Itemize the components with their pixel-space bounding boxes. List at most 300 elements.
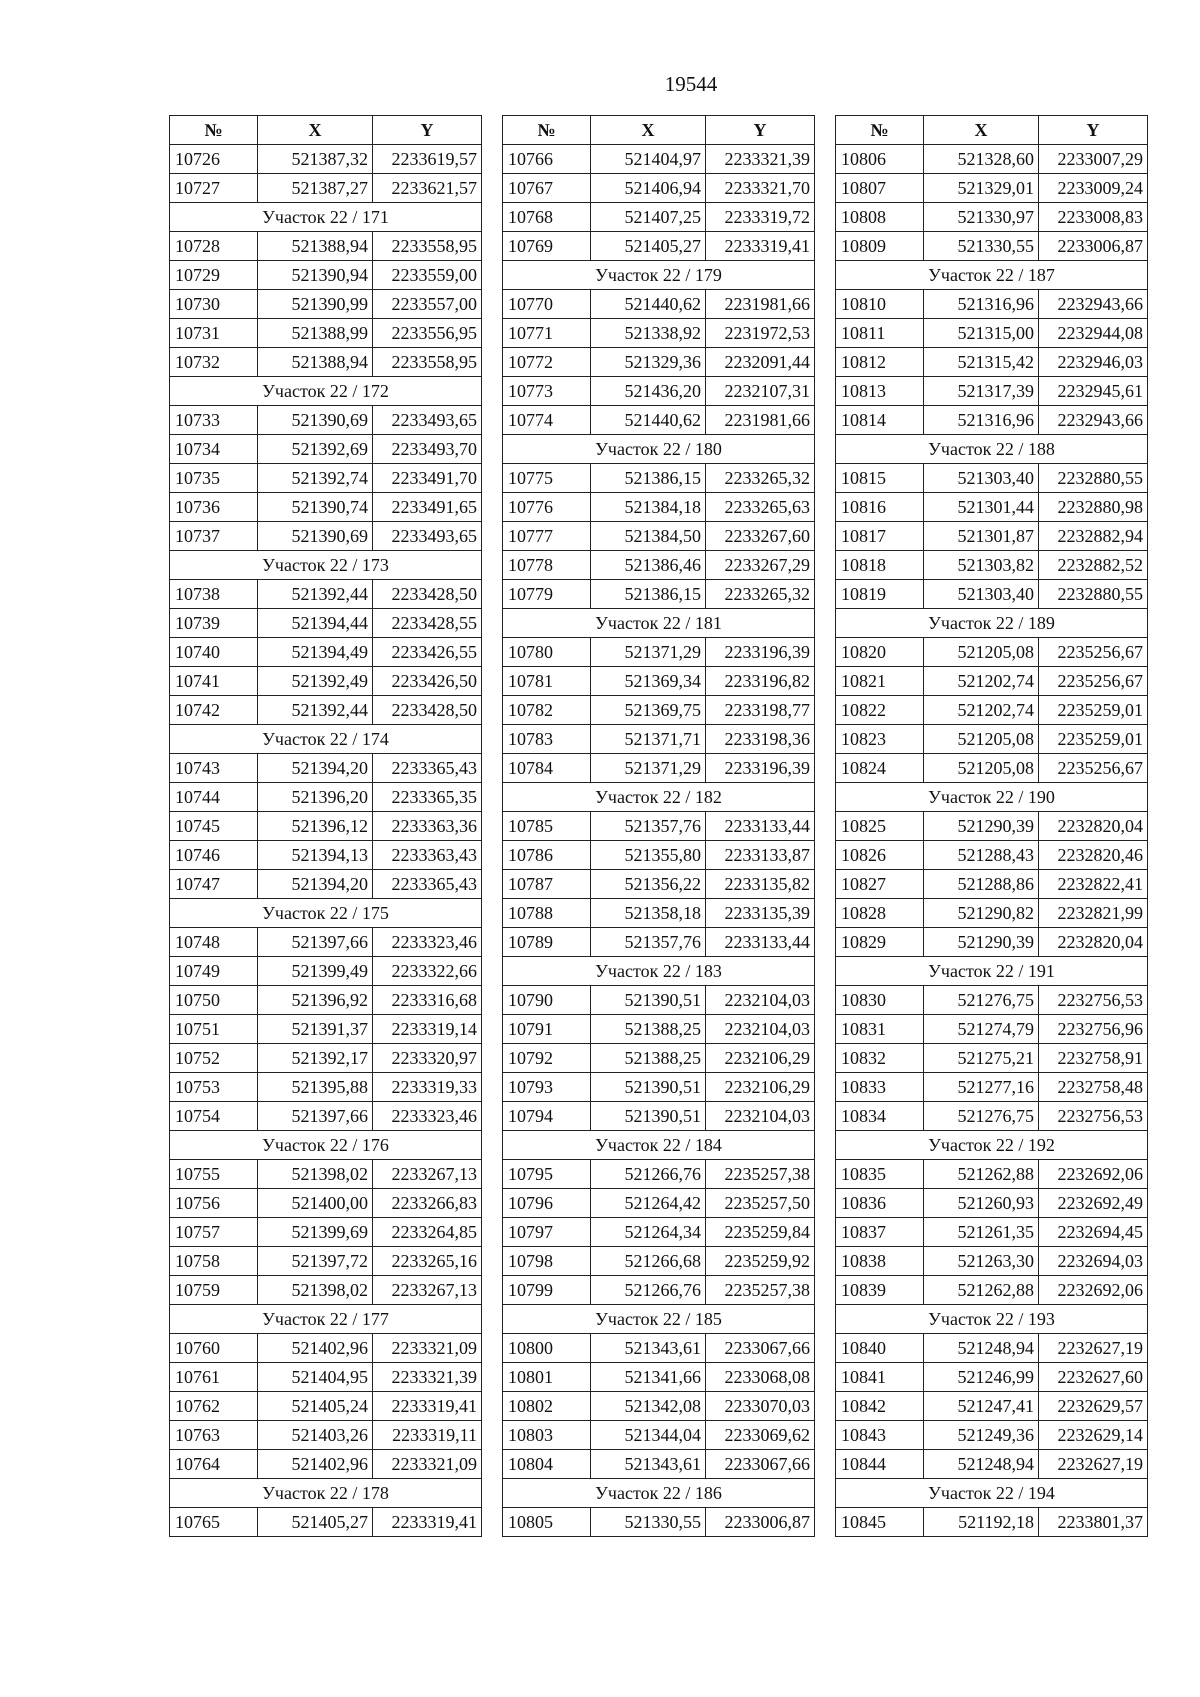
point-number-cell: 10826	[836, 841, 924, 870]
x-coordinate-cell: 521341,66	[591, 1363, 706, 1392]
y-coordinate-cell: 2233426,55	[373, 638, 482, 667]
section-header-row	[170, 203, 482, 232]
point-number-cell: 10733	[170, 406, 258, 435]
y-coordinate-cell: 2233491,70	[373, 464, 482, 493]
point-number-cell: 10749	[170, 957, 258, 986]
x-coordinate-cell: 521266,76	[591, 1276, 706, 1305]
x-coordinate-cell: 521202,74	[924, 696, 1039, 725]
y-coordinate-cell: 2233558,95	[373, 348, 482, 377]
table-row	[836, 1450, 1148, 1479]
x-coordinate-cell: 521205,08	[924, 638, 1039, 667]
x-coordinate-cell: 521392,49	[258, 667, 373, 696]
table-row	[503, 1218, 815, 1247]
point-number-cell: 10824	[836, 754, 924, 783]
y-coordinate-cell: 2233196,82	[706, 667, 815, 696]
point-number-cell: 10781	[503, 667, 591, 696]
header-x: X	[591, 116, 706, 145]
table-row	[836, 1044, 1148, 1073]
point-number-cell: 10739	[170, 609, 258, 638]
table-row	[836, 232, 1148, 261]
point-number-cell: 10797	[503, 1218, 591, 1247]
point-number-cell: 10748	[170, 928, 258, 957]
point-number-cell: 10773	[503, 377, 591, 406]
table-row	[170, 1218, 482, 1247]
y-coordinate-cell: 2232822,41	[1039, 870, 1148, 899]
point-number-cell: 10817	[836, 522, 924, 551]
x-coordinate-cell: 521330,55	[924, 232, 1039, 261]
x-coordinate-cell: 521248,94	[924, 1334, 1039, 1363]
point-number-cell: 10766	[503, 145, 591, 174]
table-row	[836, 493, 1148, 522]
point-number-cell: 10805	[503, 1508, 591, 1537]
table-row	[170, 754, 482, 783]
point-number-cell: 10732	[170, 348, 258, 377]
point-number-cell: 10796	[503, 1189, 591, 1218]
point-number-cell: 10829	[836, 928, 924, 957]
x-coordinate-cell: 521394,20	[258, 754, 373, 783]
section-header-row	[170, 1479, 482, 1508]
coordinate-table-2	[502, 115, 815, 1537]
y-coordinate-cell: 2232945,61	[1039, 377, 1148, 406]
table-row	[503, 638, 815, 667]
point-number-cell: 10767	[503, 174, 591, 203]
y-coordinate-cell: 2233006,87	[706, 1508, 815, 1537]
y-coordinate-cell: 2235256,67	[1039, 754, 1148, 783]
section-title: Участок 22 / 174	[170, 725, 482, 754]
point-number-cell: 10795	[503, 1160, 591, 1189]
point-number-cell: 10750	[170, 986, 258, 1015]
point-number-cell: 10799	[503, 1276, 591, 1305]
x-coordinate-cell: 521390,69	[258, 406, 373, 435]
x-coordinate-cell: 521390,69	[258, 522, 373, 551]
section-title: Участок 22 / 194	[836, 1479, 1148, 1508]
y-coordinate-cell: 2232943,66	[1039, 406, 1148, 435]
x-coordinate-cell: 521390,51	[591, 1102, 706, 1131]
section-header-row	[836, 261, 1148, 290]
table-row	[503, 1450, 815, 1479]
y-coordinate-cell: 2233067,66	[706, 1334, 815, 1363]
y-coordinate-cell: 2232627,60	[1039, 1363, 1148, 1392]
y-coordinate-cell: 2233559,00	[373, 261, 482, 290]
y-coordinate-cell: 2233267,13	[373, 1160, 482, 1189]
x-coordinate-cell: 521390,94	[258, 261, 373, 290]
x-coordinate-cell: 521202,74	[924, 667, 1039, 696]
point-number-cell: 10753	[170, 1073, 258, 1102]
table-row	[170, 1276, 482, 1305]
x-coordinate-cell: 521397,66	[258, 1102, 373, 1131]
table-row	[170, 261, 482, 290]
x-coordinate-cell: 521275,21	[924, 1044, 1039, 1073]
point-number-cell: 10813	[836, 377, 924, 406]
x-coordinate-cell: 521301,44	[924, 493, 1039, 522]
point-number-cell: 10802	[503, 1392, 591, 1421]
table-header-row	[503, 116, 815, 145]
table-row	[503, 203, 815, 232]
point-number-cell: 10818	[836, 551, 924, 580]
x-coordinate-cell: 521399,69	[258, 1218, 373, 1247]
table-row	[836, 1363, 1148, 1392]
x-coordinate-cell: 521394,20	[258, 870, 373, 899]
y-coordinate-cell: 2232627,19	[1039, 1450, 1148, 1479]
x-coordinate-cell: 521342,08	[591, 1392, 706, 1421]
x-coordinate-cell: 521400,00	[258, 1189, 373, 1218]
y-coordinate-cell: 2235259,01	[1039, 696, 1148, 725]
x-coordinate-cell: 521405,27	[258, 1508, 373, 1537]
y-coordinate-cell: 2235257,38	[706, 1276, 815, 1305]
point-number-cell: 10747	[170, 870, 258, 899]
table-row	[503, 522, 815, 551]
x-coordinate-cell: 521396,92	[258, 986, 373, 1015]
table-row	[170, 145, 482, 174]
section-title: Участок 22 / 182	[503, 783, 815, 812]
table-row	[170, 406, 482, 435]
section-header-row	[836, 609, 1148, 638]
point-number-cell: 10777	[503, 522, 591, 551]
table-row	[503, 1508, 815, 1537]
table-row	[836, 725, 1148, 754]
table-row	[503, 580, 815, 609]
point-number-cell: 10819	[836, 580, 924, 609]
table-row	[170, 783, 482, 812]
x-coordinate-cell: 521392,44	[258, 580, 373, 609]
y-coordinate-cell: 2232820,46	[1039, 841, 1148, 870]
x-coordinate-cell: 521388,94	[258, 232, 373, 261]
y-coordinate-cell: 2235259,84	[706, 1218, 815, 1247]
section-title: Участок 22 / 178	[170, 1479, 482, 1508]
section-header-row	[503, 261, 815, 290]
section-title: Участок 22 / 191	[836, 957, 1148, 986]
table-row	[836, 319, 1148, 348]
table-row	[836, 841, 1148, 870]
table-row	[170, 522, 482, 551]
x-coordinate-cell: 521398,02	[258, 1276, 373, 1305]
y-coordinate-cell: 2233196,39	[706, 754, 815, 783]
y-coordinate-cell: 2233322,66	[373, 957, 482, 986]
y-coordinate-cell: 2232629,14	[1039, 1421, 1148, 1450]
point-number-cell: 10771	[503, 319, 591, 348]
table-row	[170, 232, 482, 261]
page-number: 19544	[664, 72, 718, 96]
y-coordinate-cell: 2233321,39	[373, 1363, 482, 1392]
x-coordinate-cell: 521397,72	[258, 1247, 373, 1276]
y-coordinate-cell: 2233428,50	[373, 580, 482, 609]
table-header-row	[836, 116, 1148, 145]
table-row	[503, 1363, 815, 1392]
point-number-cell: 10793	[503, 1073, 591, 1102]
table-row	[170, 1334, 482, 1363]
table-row	[503, 1044, 815, 1073]
table-row	[170, 493, 482, 522]
y-coordinate-cell: 2233426,50	[373, 667, 482, 696]
point-number-cell: 10754	[170, 1102, 258, 1131]
point-number-cell: 10757	[170, 1218, 258, 1247]
y-coordinate-cell: 2233265,32	[706, 464, 815, 493]
table-row	[503, 377, 815, 406]
y-coordinate-cell: 2232692,06	[1039, 1276, 1148, 1305]
header-number: №	[836, 116, 924, 145]
x-coordinate-cell: 521290,82	[924, 899, 1039, 928]
table-row	[836, 203, 1148, 232]
x-coordinate-cell: 521390,99	[258, 290, 373, 319]
table-row	[170, 348, 482, 377]
table-row	[170, 1450, 482, 1479]
x-coordinate-cell: 521276,75	[924, 986, 1039, 1015]
table-row	[503, 1392, 815, 1421]
point-number-cell: 10778	[503, 551, 591, 580]
section-title: Участок 22 / 171	[170, 203, 482, 232]
x-coordinate-cell: 521388,99	[258, 319, 373, 348]
x-coordinate-cell: 521260,93	[924, 1189, 1039, 1218]
x-coordinate-cell: 521266,76	[591, 1160, 706, 1189]
y-coordinate-cell: 2232880,55	[1039, 464, 1148, 493]
x-coordinate-cell: 521263,30	[924, 1247, 1039, 1276]
point-number-cell: 10783	[503, 725, 591, 754]
y-coordinate-cell: 2233264,85	[373, 1218, 482, 1247]
table-row	[836, 812, 1148, 841]
y-coordinate-cell: 2231981,66	[706, 290, 815, 319]
point-number-cell: 10784	[503, 754, 591, 783]
table-row	[503, 145, 815, 174]
y-coordinate-cell: 2233321,09	[373, 1450, 482, 1479]
table-row	[503, 174, 815, 203]
x-coordinate-cell: 521274,79	[924, 1015, 1039, 1044]
table-row	[170, 928, 482, 957]
table-row	[836, 348, 1148, 377]
x-coordinate-cell: 521330,55	[591, 1508, 706, 1537]
x-coordinate-cell: 521358,18	[591, 899, 706, 928]
table-row	[836, 145, 1148, 174]
point-number-cell: 10845	[836, 1508, 924, 1537]
point-number-cell: 10840	[836, 1334, 924, 1363]
point-number-cell: 10816	[836, 493, 924, 522]
section-title: Участок 22 / 192	[836, 1131, 1148, 1160]
x-coordinate-cell: 521436,20	[591, 377, 706, 406]
x-coordinate-cell: 521315,00	[924, 319, 1039, 348]
section-title: Участок 22 / 193	[836, 1305, 1148, 1334]
section-title: Участок 22 / 179	[503, 261, 815, 290]
point-number-cell: 10804	[503, 1450, 591, 1479]
x-coordinate-cell: 521328,60	[924, 145, 1039, 174]
x-coordinate-cell: 521343,61	[591, 1450, 706, 1479]
table-row	[503, 1015, 815, 1044]
header-y: Y	[373, 116, 482, 145]
section-header-row	[836, 783, 1148, 812]
point-number-cell: 10785	[503, 812, 591, 841]
point-number-cell: 10729	[170, 261, 258, 290]
section-header-row	[503, 1479, 815, 1508]
coordinate-table-1	[169, 115, 482, 1537]
x-coordinate-cell: 521388,25	[591, 1044, 706, 1073]
x-coordinate-cell: 521388,94	[258, 348, 373, 377]
table-row	[836, 1508, 1148, 1537]
point-number-cell: 10743	[170, 754, 258, 783]
x-coordinate-cell: 521247,41	[924, 1392, 1039, 1421]
point-number-cell: 10794	[503, 1102, 591, 1131]
x-coordinate-cell: 521205,08	[924, 725, 1039, 754]
point-number-cell: 10808	[836, 203, 924, 232]
y-coordinate-cell: 2233319,41	[706, 232, 815, 261]
section-title: Участок 22 / 180	[503, 435, 815, 464]
section-title: Участок 22 / 183	[503, 957, 815, 986]
table-row	[170, 174, 482, 203]
x-coordinate-cell: 521329,36	[591, 348, 706, 377]
y-coordinate-cell: 2232692,49	[1039, 1189, 1148, 1218]
y-coordinate-cell: 2235256,67	[1039, 638, 1148, 667]
section-title: Участок 22 / 186	[503, 1479, 815, 1508]
y-coordinate-cell: 2233068,08	[706, 1363, 815, 1392]
point-number-cell: 10822	[836, 696, 924, 725]
section-header-row	[503, 1131, 815, 1160]
section-header-row	[170, 551, 482, 580]
table-row	[836, 1392, 1148, 1421]
point-number-cell: 10735	[170, 464, 258, 493]
x-coordinate-cell: 521303,40	[924, 580, 1039, 609]
x-coordinate-cell: 521390,74	[258, 493, 373, 522]
x-coordinate-cell: 521316,96	[924, 406, 1039, 435]
point-number-cell: 10755	[170, 1160, 258, 1189]
y-coordinate-cell: 2233067,66	[706, 1450, 815, 1479]
y-coordinate-cell: 2232104,03	[706, 1015, 815, 1044]
table-row	[170, 435, 482, 464]
y-coordinate-cell: 2235256,67	[1039, 667, 1148, 696]
table-row	[836, 1102, 1148, 1131]
section-header-row	[503, 609, 815, 638]
table-row	[170, 1073, 482, 1102]
point-number-cell: 10727	[170, 174, 258, 203]
y-coordinate-cell: 2233323,46	[373, 1102, 482, 1131]
y-coordinate-cell: 2233070,03	[706, 1392, 815, 1421]
point-number-cell: 10745	[170, 812, 258, 841]
y-coordinate-cell: 2232627,19	[1039, 1334, 1148, 1363]
x-coordinate-cell: 521303,40	[924, 464, 1039, 493]
point-number-cell: 10814	[836, 406, 924, 435]
x-coordinate-cell: 521248,94	[924, 1450, 1039, 1479]
table-row	[836, 464, 1148, 493]
point-number-cell: 10842	[836, 1392, 924, 1421]
x-coordinate-cell: 521290,39	[924, 928, 1039, 957]
section-header-row	[503, 1305, 815, 1334]
y-coordinate-cell: 2232820,04	[1039, 812, 1148, 841]
x-coordinate-cell: 521387,32	[258, 145, 373, 174]
point-number-cell: 10741	[170, 667, 258, 696]
y-coordinate-cell: 2232756,96	[1039, 1015, 1148, 1044]
y-coordinate-cell: 2233319,41	[373, 1392, 482, 1421]
point-number-cell: 10787	[503, 870, 591, 899]
table-row	[503, 1160, 815, 1189]
table-row	[170, 1102, 482, 1131]
point-number-cell: 10779	[503, 580, 591, 609]
y-coordinate-cell: 2233267,60	[706, 522, 815, 551]
point-number-cell: 10820	[836, 638, 924, 667]
point-number-cell: 10834	[836, 1102, 924, 1131]
point-number-cell: 10764	[170, 1450, 258, 1479]
x-coordinate-cell: 521343,61	[591, 1334, 706, 1363]
y-coordinate-cell: 2233009,24	[1039, 174, 1148, 203]
point-number-cell: 10815	[836, 464, 924, 493]
x-coordinate-cell: 521369,34	[591, 667, 706, 696]
table-row	[503, 1189, 815, 1218]
y-coordinate-cell: 2233133,44	[706, 812, 815, 841]
section-title: Участок 22 / 177	[170, 1305, 482, 1334]
x-coordinate-cell: 521404,95	[258, 1363, 373, 1392]
section-header-row	[170, 377, 482, 406]
point-number-cell: 10839	[836, 1276, 924, 1305]
y-coordinate-cell: 2232880,98	[1039, 493, 1148, 522]
y-coordinate-cell: 2233319,72	[706, 203, 815, 232]
point-number-cell: 10786	[503, 841, 591, 870]
point-number-cell: 10751	[170, 1015, 258, 1044]
table-row	[170, 609, 482, 638]
x-coordinate-cell: 521303,82	[924, 551, 1039, 580]
x-coordinate-cell: 521440,62	[591, 290, 706, 319]
x-coordinate-cell: 521315,42	[924, 348, 1039, 377]
x-coordinate-cell: 521264,42	[591, 1189, 706, 1218]
point-number-cell: 10780	[503, 638, 591, 667]
point-number-cell: 10728	[170, 232, 258, 261]
table-row	[503, 319, 815, 348]
y-coordinate-cell: 2232104,03	[706, 986, 815, 1015]
table-row	[170, 957, 482, 986]
point-number-cell: 10844	[836, 1450, 924, 1479]
table-row	[836, 986, 1148, 1015]
table-row	[503, 406, 815, 435]
y-coordinate-cell: 2233801,37	[1039, 1508, 1148, 1537]
y-coordinate-cell: 2235257,50	[706, 1189, 815, 1218]
x-coordinate-cell: 521406,94	[591, 174, 706, 203]
table-header-row	[170, 116, 482, 145]
x-coordinate-cell: 521394,13	[258, 841, 373, 870]
y-coordinate-cell: 2233007,29	[1039, 145, 1148, 174]
point-number-cell: 10837	[836, 1218, 924, 1247]
section-title: Участок 22 / 173	[170, 551, 482, 580]
table-row	[836, 1073, 1148, 1102]
x-coordinate-cell: 521371,29	[591, 638, 706, 667]
table-row	[503, 899, 815, 928]
y-coordinate-cell: 2233556,95	[373, 319, 482, 348]
table-row	[836, 406, 1148, 435]
y-coordinate-cell: 2233363,43	[373, 841, 482, 870]
y-coordinate-cell: 2232694,03	[1039, 1247, 1148, 1276]
section-title: Участок 22 / 176	[170, 1131, 482, 1160]
section-header-row	[503, 957, 815, 986]
point-number-cell: 10736	[170, 493, 258, 522]
point-number-cell: 10806	[836, 145, 924, 174]
x-coordinate-cell: 521396,20	[258, 783, 373, 812]
point-number-cell: 10841	[836, 1363, 924, 1392]
point-number-cell: 10831	[836, 1015, 924, 1044]
point-number-cell: 10838	[836, 1247, 924, 1276]
section-title: Участок 22 / 190	[836, 783, 1148, 812]
table-row	[836, 899, 1148, 928]
y-coordinate-cell: 2233316,68	[373, 986, 482, 1015]
point-number-cell: 10769	[503, 232, 591, 261]
y-coordinate-cell: 2233133,87	[706, 841, 815, 870]
point-number-cell: 10835	[836, 1160, 924, 1189]
x-coordinate-cell: 521392,17	[258, 1044, 373, 1073]
section-title: Участок 22 / 187	[836, 261, 1148, 290]
point-number-cell: 10821	[836, 667, 924, 696]
y-coordinate-cell: 2233321,70	[706, 174, 815, 203]
point-number-cell: 10825	[836, 812, 924, 841]
section-title: Участок 22 / 184	[503, 1131, 815, 1160]
table-row	[503, 1102, 815, 1131]
y-coordinate-cell: 2232820,04	[1039, 928, 1148, 957]
x-coordinate-cell: 521329,01	[924, 174, 1039, 203]
section-header-row	[836, 435, 1148, 464]
point-number-cell: 10782	[503, 696, 591, 725]
point-number-cell: 10730	[170, 290, 258, 319]
x-coordinate-cell: 521392,44	[258, 696, 373, 725]
